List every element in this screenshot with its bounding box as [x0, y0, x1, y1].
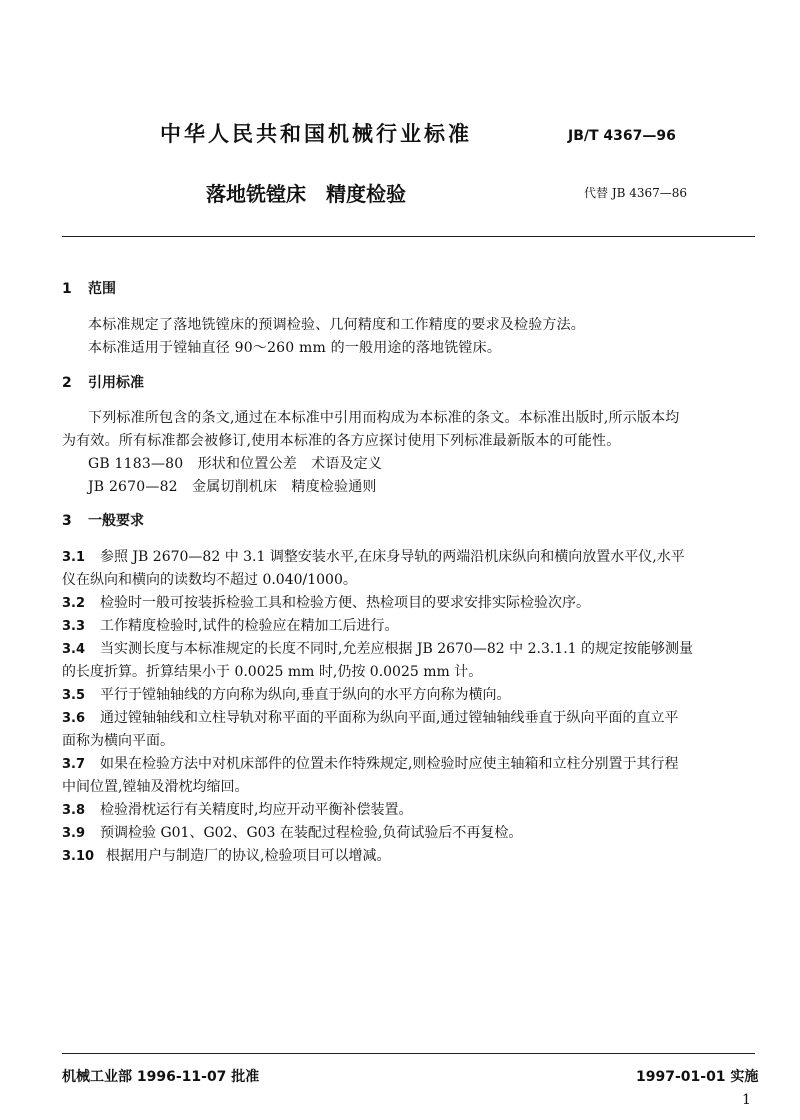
clause-number: 3.1	[62, 550, 86, 565]
clause-number: 3.10	[62, 849, 95, 864]
clause-item	[62, 799, 412, 819]
clause-continuation: 面称为横向平面。	[62, 733, 174, 749]
section-heading-general-requirements	[62, 510, 144, 530]
paragraph: 本标准适用于镗轴直径 90～260 mm 的一般用途的落地铣镗床。	[88, 340, 502, 356]
clause-text: 预调检验 G01、G02、G03 在装配过程检验,负荷试验后不再复检。	[100, 825, 523, 841]
clause-text: 平行于镗轴轴线的方向称为纵向,垂直于纵向的水平方向称为横向。	[100, 687, 511, 703]
clause-item	[62, 684, 510, 704]
replaces-note: 代替 JB 4367—86	[584, 186, 688, 200]
clause-item	[62, 845, 390, 865]
clause-item	[62, 615, 398, 635]
paragraph: 下列标准所包含的条文,通过在本标准中引用而构成为本标准的条文。本标准出版时,所示版本均	[88, 410, 680, 426]
section-number: 2	[62, 375, 72, 391]
reference-item: GB 1183—80 形状和位置公差 术语及定义	[88, 456, 383, 472]
clause-text: 工作精度检验时,试件的检验应在精加工后进行。	[100, 618, 399, 634]
clause-number: 3.9	[62, 826, 86, 841]
clause-text: 根据用户与制造厂的协议,检验项目可以增减。	[106, 848, 391, 864]
clause-text: 检验时一般可按装拆检验工具和检验方便、热检项目的要求安排实际检验次序。	[100, 595, 590, 611]
standard-code: JB/T 4367—96	[568, 128, 676, 144]
page-number: 1	[742, 1092, 751, 1108]
clause-text: 通过镗轴轴线和立柱导轨对称平面的平面称为纵向平面,通过镗轴轴线垂直于纵向平面的直立平	[100, 710, 679, 726]
clause-number: 3.8	[62, 803, 86, 818]
clause-number: 3.7	[62, 757, 86, 772]
paragraph: 本标准规定了落地铣镗床的预调检验、几何精度和工作精度的要求及检验方法。	[88, 317, 585, 333]
section-number: 1	[62, 281, 72, 297]
clause-item	[62, 822, 522, 842]
clause-item	[62, 546, 685, 566]
section-title: 一般要求	[88, 513, 144, 529]
clause-continuation: 中间位置,镗轴及滑枕均缩回。	[62, 779, 249, 795]
clause-number: 3.3	[62, 619, 86, 634]
clause-continuation: 的长度折算。折算结果小于 0.0025 mm 时,仍按 0.0025 mm 计。	[62, 664, 483, 680]
clause-continuation: 仪在纵向和横向的读数均不超过 0.040/1000。	[62, 572, 357, 588]
clause-text: 如果在检验方法中对机床部件的位置未作特殊规定,则检验时应使主轴箱和立柱分别置于其行程	[100, 756, 679, 772]
clause-item	[62, 638, 693, 658]
header-divider	[62, 236, 755, 237]
clause-number: 3.2	[62, 596, 86, 611]
clause-text: 参照 JB 2670—82 中 3.1 调整安装水平,在床身导轨的两端沿机床纵向和横向放置水平仪,水平	[100, 549, 685, 565]
section-title: 范围	[88, 281, 116, 297]
clause-text: 检验滑枕运行有关精度时,均应开动平衡补偿装置。	[100, 802, 413, 818]
clause-number: 3.6	[62, 711, 86, 726]
paragraph: 为有效。所有标准都会被修订,使用本标准的各方应探讨使用下列标准最新版本的可能性。	[62, 433, 621, 449]
clause-number: 3.4	[62, 642, 86, 657]
clause-item	[62, 707, 678, 727]
effective-date: 1997-01-01 实施	[636, 1069, 759, 1085]
section-heading-references	[62, 372, 144, 392]
reference-item: JB 2670—82 金属切削机床 精度检验通则	[88, 479, 377, 495]
standard-category-title: 中华人民共和国机械行业标准	[160, 122, 472, 146]
clause-text: 当实测长度与本标准规定的长度不同时,允差应根据 JB 2670—82 中 2.3.1.1 的规定按能够测量	[100, 641, 694, 657]
section-heading-scope	[62, 278, 116, 298]
clause-item	[62, 753, 678, 773]
section-number: 3	[62, 513, 72, 529]
approval-note: 机械工业部 1996-11-07 批准	[62, 1069, 260, 1085]
footer-divider	[62, 1053, 755, 1054]
document-title: 落地铣镗床 精度检验	[206, 182, 406, 206]
clause-item	[62, 592, 590, 612]
section-title: 引用标准	[88, 375, 144, 391]
clause-number: 3.5	[62, 688, 86, 703]
